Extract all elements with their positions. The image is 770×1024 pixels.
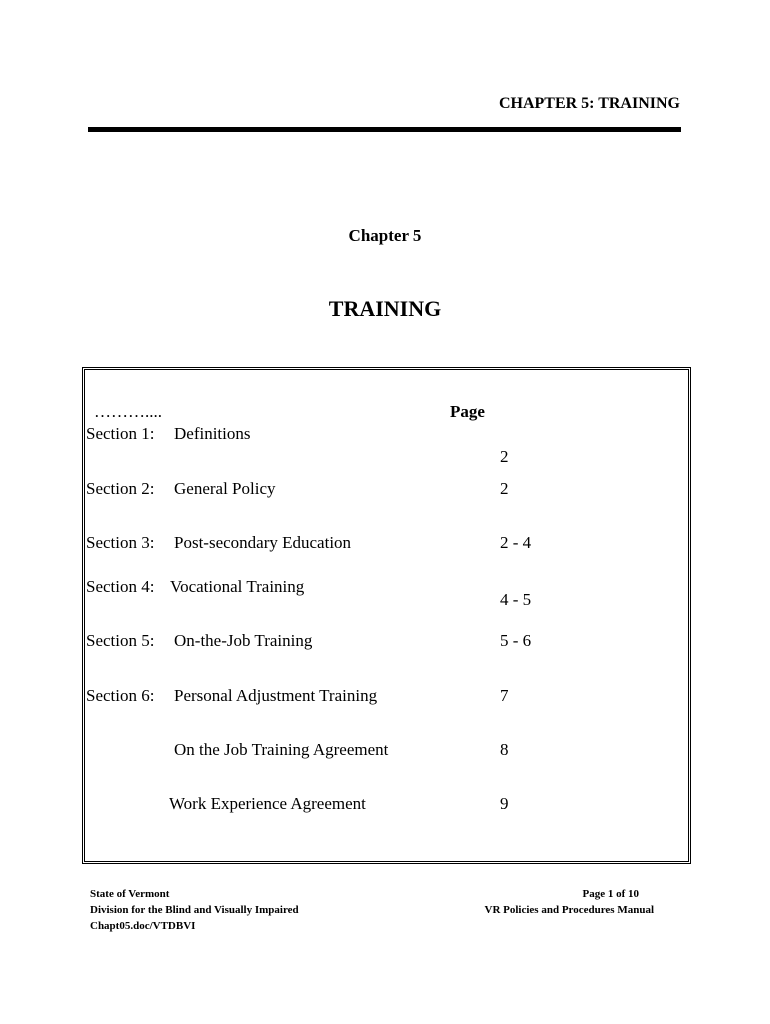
header-rule — [88, 127, 681, 132]
footer-manual-name: VR Policies and Procedures Manual — [484, 904, 654, 916]
header-title: CHAPTER 5: TRAINING — [498, 95, 680, 112]
toc-ellipsis: ……….... — [94, 402, 162, 421]
toc-page-number: 4 - 5 — [500, 590, 532, 609]
toc-page-number: 2 — [500, 479, 509, 498]
chapter-title: TRAINING — [328, 296, 442, 321]
toc-page-number: 2 - 4 — [500, 533, 532, 552]
toc-section-title: Post-secondary Education — [174, 533, 352, 552]
toc-section-number: Section 6: — [86, 686, 155, 705]
toc-page-number: 2 — [500, 447, 509, 466]
toc-page-number: 9 — [500, 794, 509, 813]
footer-division: Division for the Blind and Visually Impaired — [90, 904, 299, 916]
toc-section-number: Section 2: — [86, 479, 155, 498]
chapter-label: Chapter 5 — [348, 226, 422, 245]
toc-section-title: Personal Adjustment Training — [174, 686, 378, 705]
toc-section-title: On the Job Training Agreement — [174, 740, 389, 759]
footer-state: State of Vermont — [90, 888, 170, 900]
toc-section-title: Work Experience Agreement — [169, 794, 366, 813]
toc-section-title: On-the-Job Training — [174, 631, 313, 650]
footer-filename: Chapt05.doc/VTDBVI — [90, 920, 196, 932]
toc-section-number: Section 5: — [86, 631, 155, 650]
toc-page-number: 7 — [500, 686, 509, 705]
toc-section-title: Definitions — [174, 424, 251, 443]
toc-page-header: Page — [450, 402, 485, 421]
toc-section-number: Section 1: — [86, 424, 155, 443]
toc-page-number: 5 - 6 — [500, 631, 532, 650]
toc-section-number: Section 3: — [86, 533, 155, 552]
toc-page-number: 8 — [500, 740, 509, 759]
toc-section-title: General Policy — [174, 479, 276, 498]
toc-section-title: Vocational Training — [170, 577, 305, 596]
footer-page-number: Page 1 of 10 — [582, 888, 639, 900]
toc-section-number: Section 4: — [86, 577, 155, 596]
